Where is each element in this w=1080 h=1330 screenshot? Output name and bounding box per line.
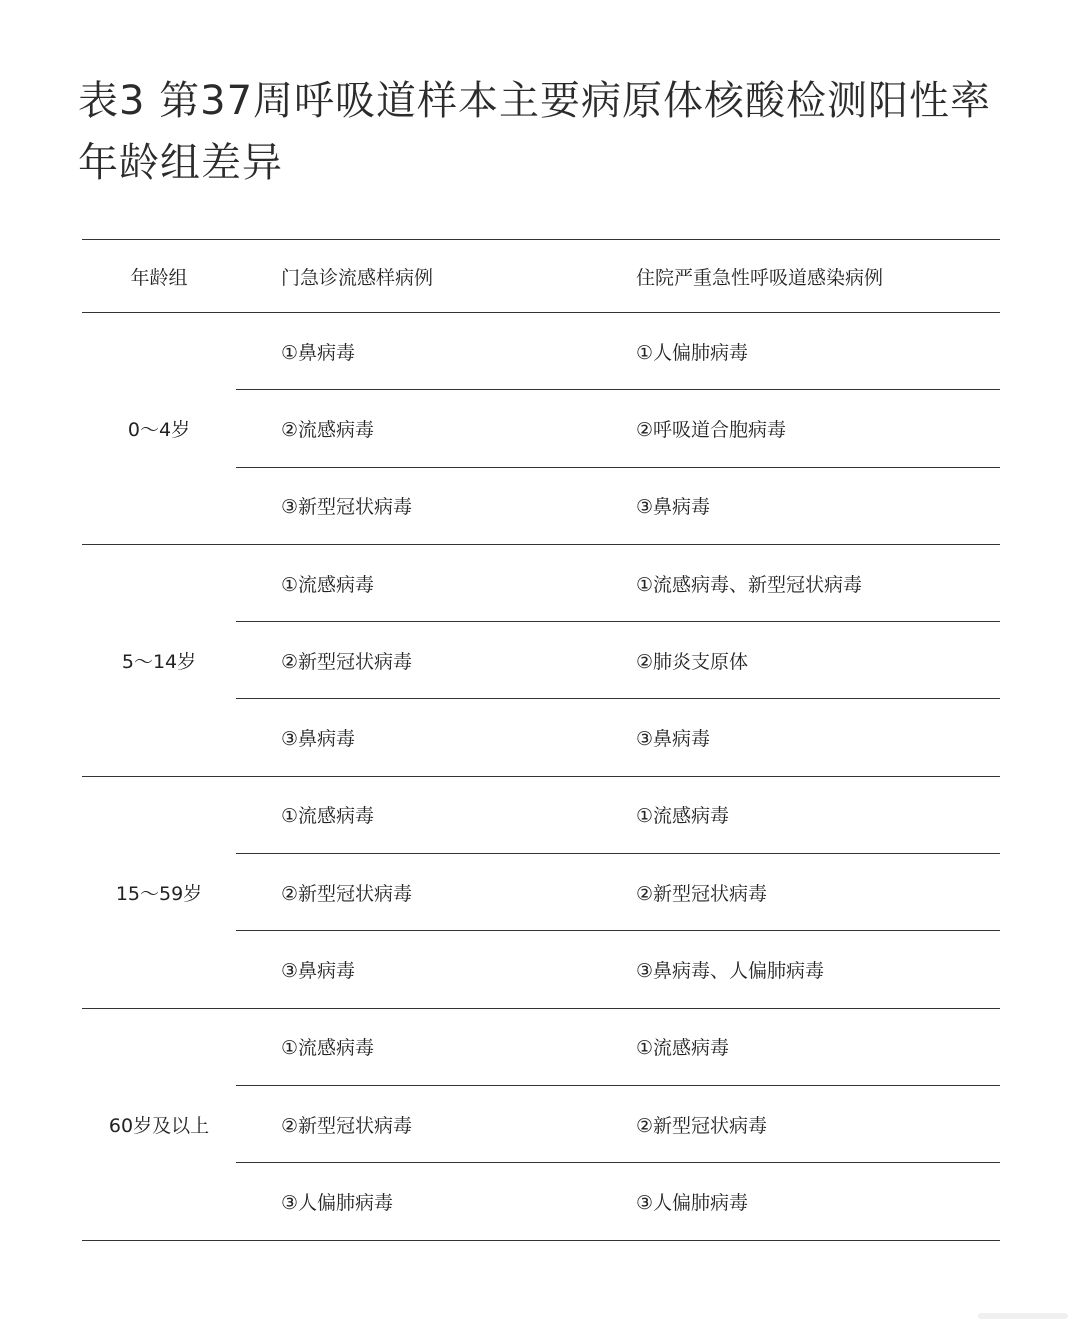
age-group-block	[82, 1009, 1000, 1241]
age-group-rows	[236, 777, 1000, 1008]
ili-pathogen: ③鼻病毒	[281, 960, 356, 983]
table-header-row	[82, 240, 1000, 313]
header-age-group: 年龄组	[130, 266, 188, 289]
ili-pathogen: ①鼻病毒	[281, 341, 356, 364]
age-group-label: 15～59岁	[115, 882, 203, 905]
table-row	[236, 854, 1000, 931]
pathogen-table	[82, 239, 1000, 1241]
sari-pathogen: ①人偏肺病毒	[636, 341, 749, 364]
ili-pathogen: ①流感病毒	[281, 573, 375, 596]
age-group-rows	[236, 313, 1000, 544]
ili-pathogen: ②新型冠状病毒	[281, 1114, 413, 1137]
sari-pathogen: ②新型冠状病毒	[636, 1114, 768, 1137]
age-group-rows	[236, 1009, 1000, 1240]
age-group-block	[82, 545, 1000, 777]
sari-pathogen: ①流感病毒	[636, 1037, 730, 1060]
table-row	[236, 931, 1000, 1007]
sari-pathogen: ②呼吸道合胞病毒	[636, 418, 787, 441]
table-row	[236, 622, 1000, 699]
sari-pathogen: ①流感病毒	[636, 805, 730, 828]
header-inpatient-sari: 住院严重急性呼吸道感染病例	[636, 266, 884, 289]
ili-pathogen: ①流感病毒	[281, 1037, 375, 1060]
ili-pathogen: ③人偏肺病毒	[281, 1191, 394, 1214]
age-group-label: 60岁及以上	[108, 1114, 210, 1137]
header-outpatient-ili: 门急诊流感样病例	[281, 266, 434, 289]
watermark-logo	[978, 1310, 1068, 1322]
sari-pathogen: ②新型冠状病毒	[636, 882, 768, 905]
age-group-label: 0～4岁	[127, 418, 191, 441]
table-row	[236, 1009, 1000, 1086]
sari-pathogen: ③鼻病毒、人偏肺病毒	[636, 960, 825, 983]
ili-pathogen: ②流感病毒	[281, 418, 375, 441]
sari-pathogen: ②肺炎支原体	[636, 650, 749, 673]
age-group-label: 5～14岁	[121, 650, 197, 673]
ili-pathogen: ③新型冠状病毒	[281, 496, 413, 519]
table-row	[236, 699, 1000, 775]
sari-pathogen: ③人偏肺病毒	[636, 1191, 749, 1214]
table-title: 表3 第37周呼吸道样本主要病原体核酸检测阳性率年龄组差异	[78, 78, 992, 186]
age-group-rows	[236, 545, 1000, 776]
ili-pathogen: ③鼻病毒	[281, 728, 356, 751]
table-row	[236, 390, 1000, 467]
ili-pathogen: ①流感病毒	[281, 805, 375, 828]
age-group-block	[82, 777, 1000, 1009]
table-row	[236, 313, 1000, 390]
sari-pathogen: ①流感病毒、新型冠状病毒	[636, 573, 863, 596]
ili-pathogen: ②新型冠状病毒	[281, 650, 413, 673]
table-row	[236, 777, 1000, 854]
age-group-block	[82, 313, 1000, 545]
table-row	[236, 1086, 1000, 1163]
table-row	[236, 468, 1000, 544]
table-row	[236, 1163, 1000, 1239]
sari-pathogen: ③鼻病毒	[636, 728, 711, 751]
ili-pathogen: ②新型冠状病毒	[281, 882, 413, 905]
sari-pathogen: ③鼻病毒	[636, 496, 711, 519]
table-row	[236, 545, 1000, 622]
